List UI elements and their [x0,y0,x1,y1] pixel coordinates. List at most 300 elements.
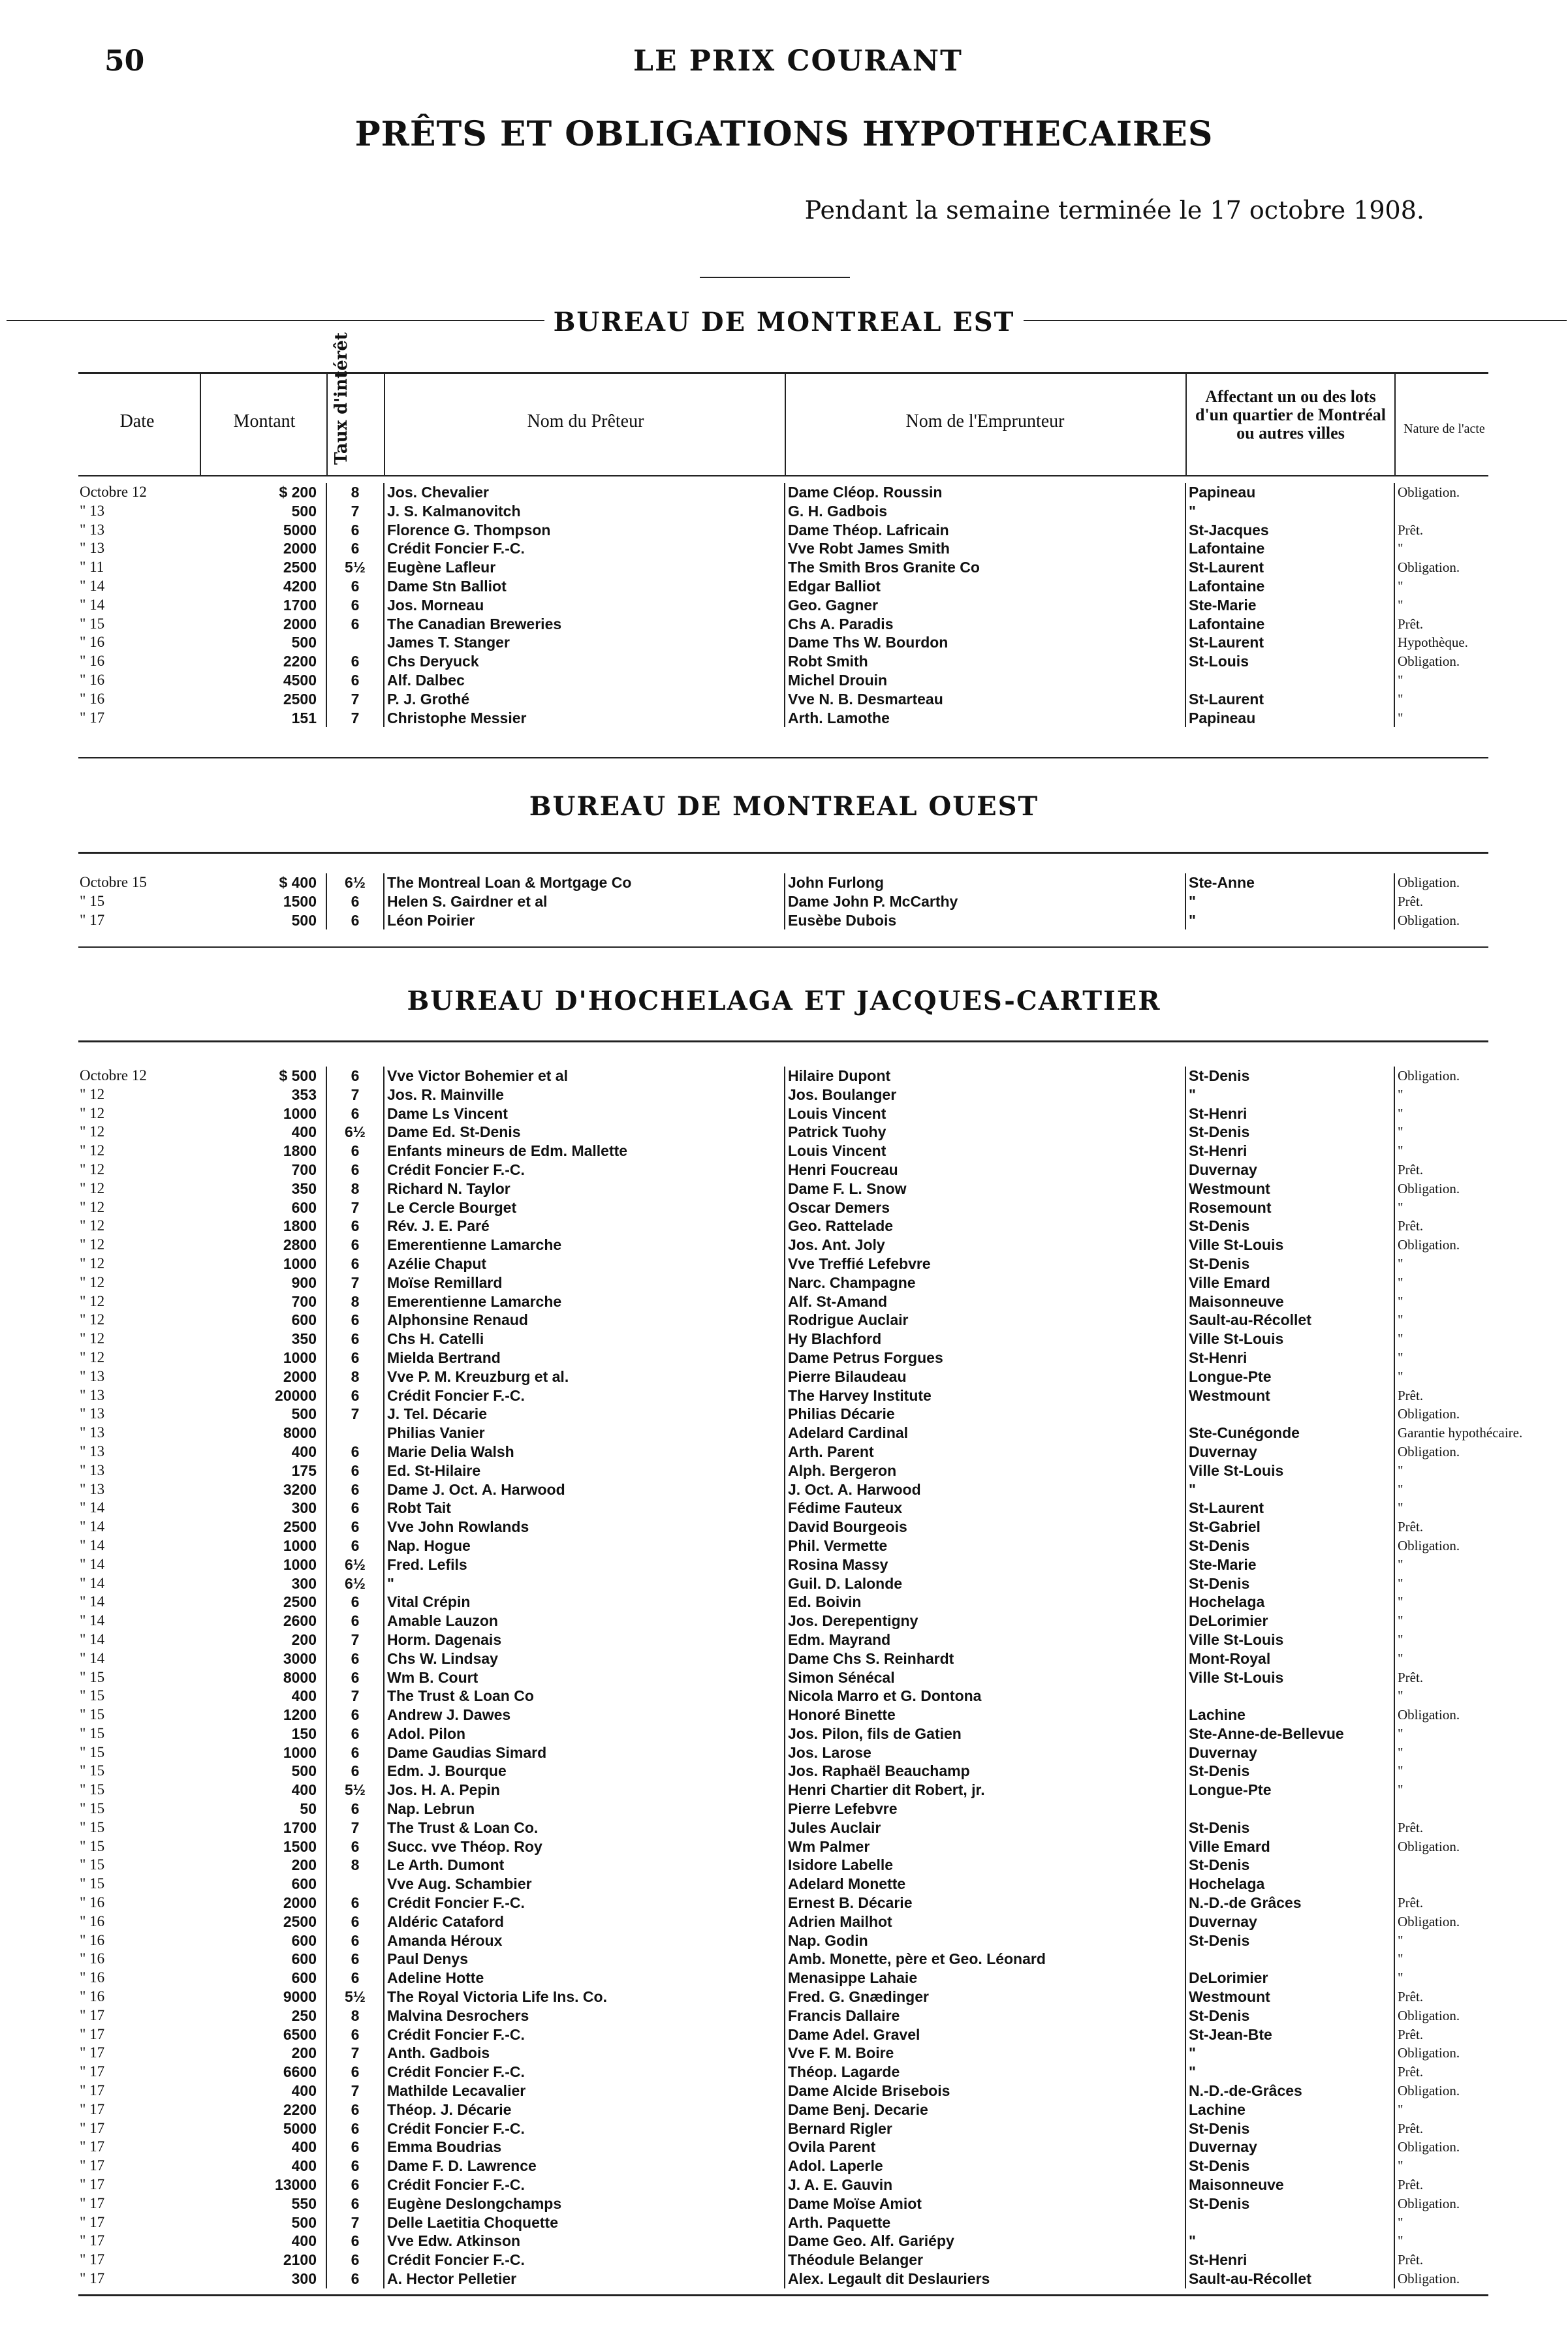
rate-cell: 6½ [326,1555,384,1574]
table-row [77,1781,1490,1800]
nature-cell: Obligation. [1398,559,1460,576]
table-row [77,615,1490,634]
nature-cell: Prêt. [1398,522,1424,538]
borrower-cell: Dame Petrus Forgues [785,1349,1185,1367]
amount-cell: 300 [291,2270,317,2287]
rate-cell: 6 [326,1649,384,1668]
district-cell: Ste-Marie [1185,596,1394,615]
district-cell: Maisonneuve [1185,2176,1394,2194]
district-cell: St-Laurent [1185,633,1394,652]
borrower-cell: Jos. Pilon, fils de Gatien [785,1724,1185,1743]
date-cell: " 12 [80,1311,105,1328]
nature-cell: " [1398,1594,1403,1610]
col-header-amount: Montant [233,411,296,431]
nature-cell: " [1398,1124,1403,1140]
nature-cell: Obligation. [1398,1707,1460,1723]
district-cell: Lafontaine [1185,615,1394,634]
lender-cell: Moïse Remillard [384,1273,785,1292]
nature-cell: " [1398,2158,1403,2174]
table-row [77,1405,1490,1424]
nature-cell: " [1398,1763,1403,1779]
lender-cell: Delle Laetitia Choquette [384,2213,785,2232]
running-head: LE PRIX COURANT [633,44,963,78]
lender-cell: Crédit Foncier F.-C. [384,539,785,558]
borrower-cell: Jules Auclair [785,1818,1185,1837]
date-cell: " 14 [80,1574,105,1591]
table-row [77,1067,1490,1085]
district-cell: Ste-Cunégonde [1185,1424,1394,1443]
rate-cell: 6 [326,1931,384,1950]
table-row [77,1292,1490,1311]
amount-cell: 300 [291,1574,317,1592]
nature-cell: " [1398,1744,1403,1760]
lender-cell: Jos. H. A. Pepin [384,1781,785,1800]
amount-cell: 350 [291,1330,317,1348]
nature-cell: Obligation. [1398,1068,1460,1084]
date-cell: " 12 [80,1085,105,1102]
rate-cell: 6 [326,2251,384,2270]
lender-cell: Florence G. Thompson [384,521,785,540]
table-row [77,652,1490,671]
rate-cell: 6 [326,1236,384,1255]
nature-cell: Prêt. [1398,2064,1424,2080]
rate-cell: 8 [326,1292,384,1311]
date-cell: " 16 [80,1988,105,2005]
rate-cell: 6 [326,2176,384,2194]
date-cell: " 15 [80,1762,105,1779]
date-cell: " 17 [80,2100,105,2117]
nature-cell: " [1398,1650,1403,1666]
date-cell: Octobre 12 [80,484,147,500]
amount-cell: 2100 [283,2251,317,2269]
lender-cell: Le Cercle Bourget [384,1198,785,1217]
table-row [77,1818,1490,1837]
borrower-cell: Louis Vincent [785,1142,1185,1161]
date-cell: " 13 [80,1443,105,1459]
amount-cell: 150 [291,1724,317,1742]
lender-cell: Théop. J. Décarie [384,2100,785,2119]
borrower-cell: Alph. Bergeron [785,1461,1185,1480]
date-cell: " 16 [80,653,105,670]
nature-cell: Prêt. [1398,1519,1424,1535]
rate-cell: 5½ [326,1781,384,1800]
date-cell: " 17 [80,911,105,928]
district-cell: N.-D.-de Grâces [1185,1894,1394,1912]
date-cell: " 15 [80,1818,105,1835]
lender-cell: Helen S. Gairdner et al [384,892,785,911]
date-cell: " 14 [80,1537,105,1553]
date-cell: " 17 [80,2194,105,2211]
district-cell: " [1185,2063,1394,2082]
lender-cell: Jos. Morneau [384,596,785,615]
rate-cell: 6 [326,911,384,930]
amount-cell: 250 [291,2006,317,2024]
amount-cell: 1700 [283,1818,317,1836]
col-divider [785,374,786,475]
rate-cell: 8 [326,1367,384,1386]
amount-cell: 550 [291,2194,317,2212]
district-cell: " [1185,2232,1394,2251]
district-cell: St-Denis [1185,1818,1394,1837]
date-cell: " 17 [80,2157,105,2174]
lender-cell: Marie Delia Walsh [384,1443,785,1461]
date-cell: " 17 [80,2119,105,2136]
borrower-cell: Honoré Binette [785,1706,1185,1724]
table-row [77,1668,1490,1687]
district-cell: Duvernay [1185,1743,1394,1762]
lender-cell: J. Tel. Décarie [384,1405,785,1424]
borrower-cell: Fred. G. Gnædinger [785,1988,1185,2006]
table-row [77,709,1490,728]
date-cell: " 17 [80,2176,105,2193]
date-cell: " 17 [80,2232,105,2249]
table-row [77,1179,1490,1198]
table-row [77,2138,1490,2157]
nature-cell: " [1398,1970,1403,1986]
date-cell: " 16 [80,1931,105,1948]
table-row [77,1912,1490,1931]
district-cell: Lafontaine [1185,539,1394,558]
date-cell: " 12 [80,1349,105,1365]
table-row [77,690,1490,709]
table-row [77,1367,1490,1386]
nature-cell: " [1398,1143,1403,1159]
rate-cell: 6 [326,1217,384,1236]
table-row [77,1593,1490,1612]
amount-cell: 2200 [283,2100,317,2118]
section-bottom-rule [78,946,1488,948]
lender-cell: " [384,1574,785,1593]
table-row [77,2232,1490,2251]
rate-cell: 6 [326,2232,384,2251]
table-row [77,2213,1490,2232]
amount-cell: 400 [291,2157,317,2175]
rate-cell: 6 [326,2100,384,2119]
rate-cell: 6 [326,1706,384,1724]
borrower-cell: Dame Benj. Decarie [785,2100,1185,2119]
date-cell: " 17 [80,2138,105,2155]
table-row [77,1311,1490,1330]
table-row [77,1612,1490,1630]
nature-cell: " [1398,710,1403,726]
borrower-cell: Adelard Cardinal [785,1424,1185,1443]
table-row [77,1724,1490,1743]
borrower-cell: Geo. Rattelade [785,1217,1185,1236]
table-row [77,1762,1490,1781]
rate-cell: 6 [326,1912,384,1931]
nature-cell: Obligation. [1398,2007,1460,2023]
date-cell: " 15 [80,1687,105,1704]
rate-cell: 6 [326,539,384,558]
date-cell: " 17 [80,2213,105,2230]
lender-cell: Vve John Rowlands [384,1518,785,1537]
nature-cell: " [1398,1481,1403,1497]
district-cell: " [1185,2044,1394,2063]
section-top-rule [78,1040,1488,1042]
nature-cell: " [1398,672,1403,688]
lender-cell: P. J. Grothé [384,690,785,709]
borrower-cell: Jos. Larose [785,1743,1185,1762]
section-title-montreal-est [0,307,1568,337]
rate-cell: 8 [326,483,384,502]
nature-cell: Prêt. [1398,1989,1424,2005]
nature-cell: Prêt. [1398,1161,1424,1178]
district-cell: St-Laurent [1185,558,1394,577]
nature-cell: Prêt. [1398,616,1424,632]
amount-cell: 1000 [283,1255,317,1272]
date-cell: " 15 [80,1856,105,1873]
lender-cell: Vve Victor Bohemier et al [384,1067,785,1085]
district-cell: St-Denis [1185,1931,1394,1950]
table-row [77,671,1490,690]
borrower-cell: Alf. St-Amand [785,1292,1185,1311]
rate-cell: 6 [326,2138,384,2157]
amount-cell: 4500 [283,671,317,689]
rate-cell: 6 [326,1161,384,1179]
amount-cell: 2000 [283,1367,317,1385]
table-row [77,521,1490,540]
lender-cell: Nap. Lebrun [384,1800,785,1818]
borrower-cell: Edm. Mayrand [785,1630,1185,1649]
borrower-cell: The Harvey Institute [785,1386,1185,1405]
date-cell: " 16 [80,1950,105,1967]
amount-cell: 700 [291,1292,317,1310]
lender-cell: Ed. St-Hilaire [384,1461,785,1480]
rate-cell: 5½ [326,1988,384,2006]
rate-cell: 6 [326,1894,384,1912]
district-cell: St-Jean-Bte [1185,2025,1394,2044]
district-cell: Papineau [1185,483,1394,502]
date-cell: " 13 [80,1480,105,1497]
amount-cell: 600 [291,1950,317,1968]
rate-cell: 6 [326,2119,384,2138]
rate-cell: 6 [326,1067,384,1085]
table-row [77,1255,1490,1273]
table-row [77,1630,1490,1649]
rate-cell: 8 [326,1856,384,1875]
table-row [77,1649,1490,1668]
date-cell: " 16 [80,671,105,688]
lender-cell: Crédit Foncier F.-C. [384,1386,785,1405]
table-row [77,483,1490,502]
date-cell: " 15 [80,1800,105,1817]
district-cell: Ville St-Louis [1185,1461,1394,1480]
table-row [77,892,1490,911]
lender-cell: A. Hector Pelletier [384,2270,785,2288]
lender-cell: Emerentienne Lamarche [384,1236,785,1255]
amount-cell: 400 [291,2232,317,2250]
date-cell: " 12 [80,1255,105,1271]
date-cell: " 14 [80,1630,105,1647]
table-row [77,633,1490,652]
district-cell [1185,1800,1394,1818]
lender-cell: Dame Ed. St-Denis [384,1123,785,1142]
nature-cell: " [1398,1199,1403,1215]
table-row [77,1123,1490,1142]
borrower-cell: David Bourgeois [785,1518,1185,1537]
col-divider [200,374,201,475]
rate-cell: 6 [326,1593,384,1612]
borrower-cell: Oscar Demers [785,1198,1185,1217]
district-cell: St-Denis [1185,1856,1394,1875]
district-cell: Papineau [1185,709,1394,728]
lender-cell: Mathilde Lecavalier [384,2082,785,2100]
nature-cell: Prêt. [1398,1669,1424,1685]
borrower-cell: Jos. Ant. Joly [785,1236,1185,1255]
table-row [77,1386,1490,1405]
borrower-cell: Dame Alcide Brisebois [785,2082,1185,2100]
borrower-cell: Dame John P. McCarthy [785,892,1185,911]
district-cell: St-Henri [1185,1349,1394,1367]
district-cell: Ville Emard [1185,1273,1394,1292]
table-row [77,2270,1490,2288]
amount-cell: 900 [291,1273,317,1291]
district-cell: St-Denis [1185,2194,1394,2213]
borrower-cell: Dame F. L. Snow [785,1179,1185,1198]
district-cell: Duvernay [1185,1912,1394,1931]
table-row [77,1743,1490,1762]
amount-cell: 1500 [283,1837,317,1855]
nature-cell: Obligation. [1398,2139,1460,2155]
table-row [77,911,1490,930]
rate-cell: 7 [326,1818,384,1837]
amount-cell: 400 [291,1123,317,1141]
amount-cell: 1000 [283,1349,317,1366]
amount-cell: 500 [291,911,317,929]
nature-cell: " [1398,1782,1403,1798]
rate-cell: 6 [326,2063,384,2082]
date-cell: " 12 [80,1179,105,1196]
rate-cell: 6 [326,1762,384,1781]
amount-cell: 3000 [283,1649,317,1667]
nature-cell: Prêt. [1398,1387,1424,1403]
nature-cell: " [1398,2101,1403,2117]
rate-cell: 6 [326,1969,384,1988]
amount-cell: 175 [291,1461,317,1479]
district-cell: Ste-Anne-de-Bellevue [1185,1724,1394,1743]
rate-cell: 7 [326,1198,384,1217]
nature-cell: " [1398,1331,1403,1347]
borrower-cell: Dame Ths W. Bourdon [785,633,1185,652]
district-cell: St-Denis [1185,1123,1394,1142]
date-cell: " 14 [80,1612,105,1629]
title-divider [700,277,850,278]
district-cell: St-Denis [1185,1217,1394,1236]
nature-cell: " [1398,2214,1403,2230]
nature-cell: " [1398,2233,1403,2249]
table-row [77,1424,1490,1443]
nature-cell: " [1398,1368,1403,1384]
borrower-cell: Théop. Lagarde [785,2063,1185,2082]
date-cell: " 15 [80,1724,105,1741]
district-cell: St-Laurent [1185,690,1394,709]
district-cell: St-Denis [1185,1574,1394,1593]
amount-cell: 200 [291,1856,317,1874]
col-divider [1185,374,1187,475]
lender-cell: Chs Deryuck [384,652,785,671]
date-cell: " 12 [80,1330,105,1347]
rate-cell: 6½ [326,1574,384,1593]
date-cell: " 12 [80,1142,105,1159]
lender-cell: Crédit Foncier F.-C. [384,2063,785,2082]
lender-cell: Dame F. D. Lawrence [384,2157,785,2176]
lender-cell: Nap. Hogue [384,1537,785,1555]
date-cell: " 14 [80,1555,105,1572]
loans-table-montreal-ouest [77,873,1490,929]
date-cell: " 14 [80,577,105,594]
district-cell: Maisonneuve [1185,1292,1394,1311]
lender-cell: Jos. Chevalier [384,483,785,502]
lender-cell: Vve Edw. Atkinson [384,2232,785,2251]
borrower-cell: Dame Cléop. Roussin [785,483,1185,502]
table-row [77,1161,1490,1179]
borrower-cell: Hy Blachford [785,1330,1185,1349]
date-cell: " 17 [80,2025,105,2042]
rate-cell: 7 [326,1273,384,1292]
borrower-cell: Francis Dallaire [785,2006,1185,2025]
lender-cell: Dame J. Oct. A. Harwood [384,1480,785,1499]
table-row [77,1104,1490,1123]
amount-cell: 200 [291,1630,317,1648]
table-row [77,1856,1490,1875]
table-row [77,1518,1490,1537]
date-cell: " 15 [80,1706,105,1723]
date-cell: " 17 [80,2270,105,2286]
rate-cell: 6 [326,1800,384,1818]
borrower-cell: Michel Drouin [785,671,1185,690]
district-cell: Ville St-Louis [1185,1236,1394,1255]
nature-cell: Prêt. [1398,1819,1424,1835]
col-header-date: Date [119,411,155,431]
lender-cell: Crédit Foncier F.-C. [384,2025,785,2044]
rate-cell: 6 [326,652,384,671]
district-cell: St-Laurent [1185,1499,1394,1518]
rate-cell: 6 [326,1950,384,1969]
amount-cell: 200 [291,2044,317,2062]
rate-cell: 6 [326,2194,384,2213]
amount-cell: 2600 [283,1612,317,1630]
amount-cell: 1800 [283,1217,317,1235]
section-title-montreal-ouest: BUREAU DE MONTREAL OUEST [529,791,1039,822]
rate-cell: 6 [326,1330,384,1349]
nature-cell: Prêt. [1398,2120,1424,2136]
date-cell: " 16 [80,1894,105,1911]
nature-cell: Obligation. [1398,875,1460,890]
district-cell: Sault-au-Récollet [1185,1311,1394,1330]
district-cell: St-Denis [1185,2119,1394,2138]
borrower-cell: Vve Treffié Lefebvre [785,1255,1185,1273]
district-cell: St-Denis [1185,1255,1394,1273]
table-row [77,1706,1490,1724]
district-cell: Westmount [1185,1988,1394,2006]
col-divider [1394,374,1396,475]
district-cell: " [1185,1085,1394,1104]
amount-cell: 500 [291,634,317,651]
rate-cell: 6 [326,1255,384,1273]
lender-cell: Robt Tait [384,1499,785,1518]
district-cell: " [1185,1480,1394,1499]
lender-cell: Rév. J. E. Paré [384,1217,785,1236]
amount-cell: 2500 [283,1518,317,1536]
nature-cell: Obligation. [1398,653,1460,670]
nature-cell: " [1398,1462,1403,1478]
col-header-nature: Nature de l'acte [1403,422,1485,436]
amount-cell: 600 [291,1198,317,1216]
loans-table-montreal-est [77,483,1490,727]
lender-cell: Philias Vanier [384,1424,785,1443]
nature-cell: " [1398,1105,1403,1121]
rate-cell: 6 [326,1104,384,1123]
